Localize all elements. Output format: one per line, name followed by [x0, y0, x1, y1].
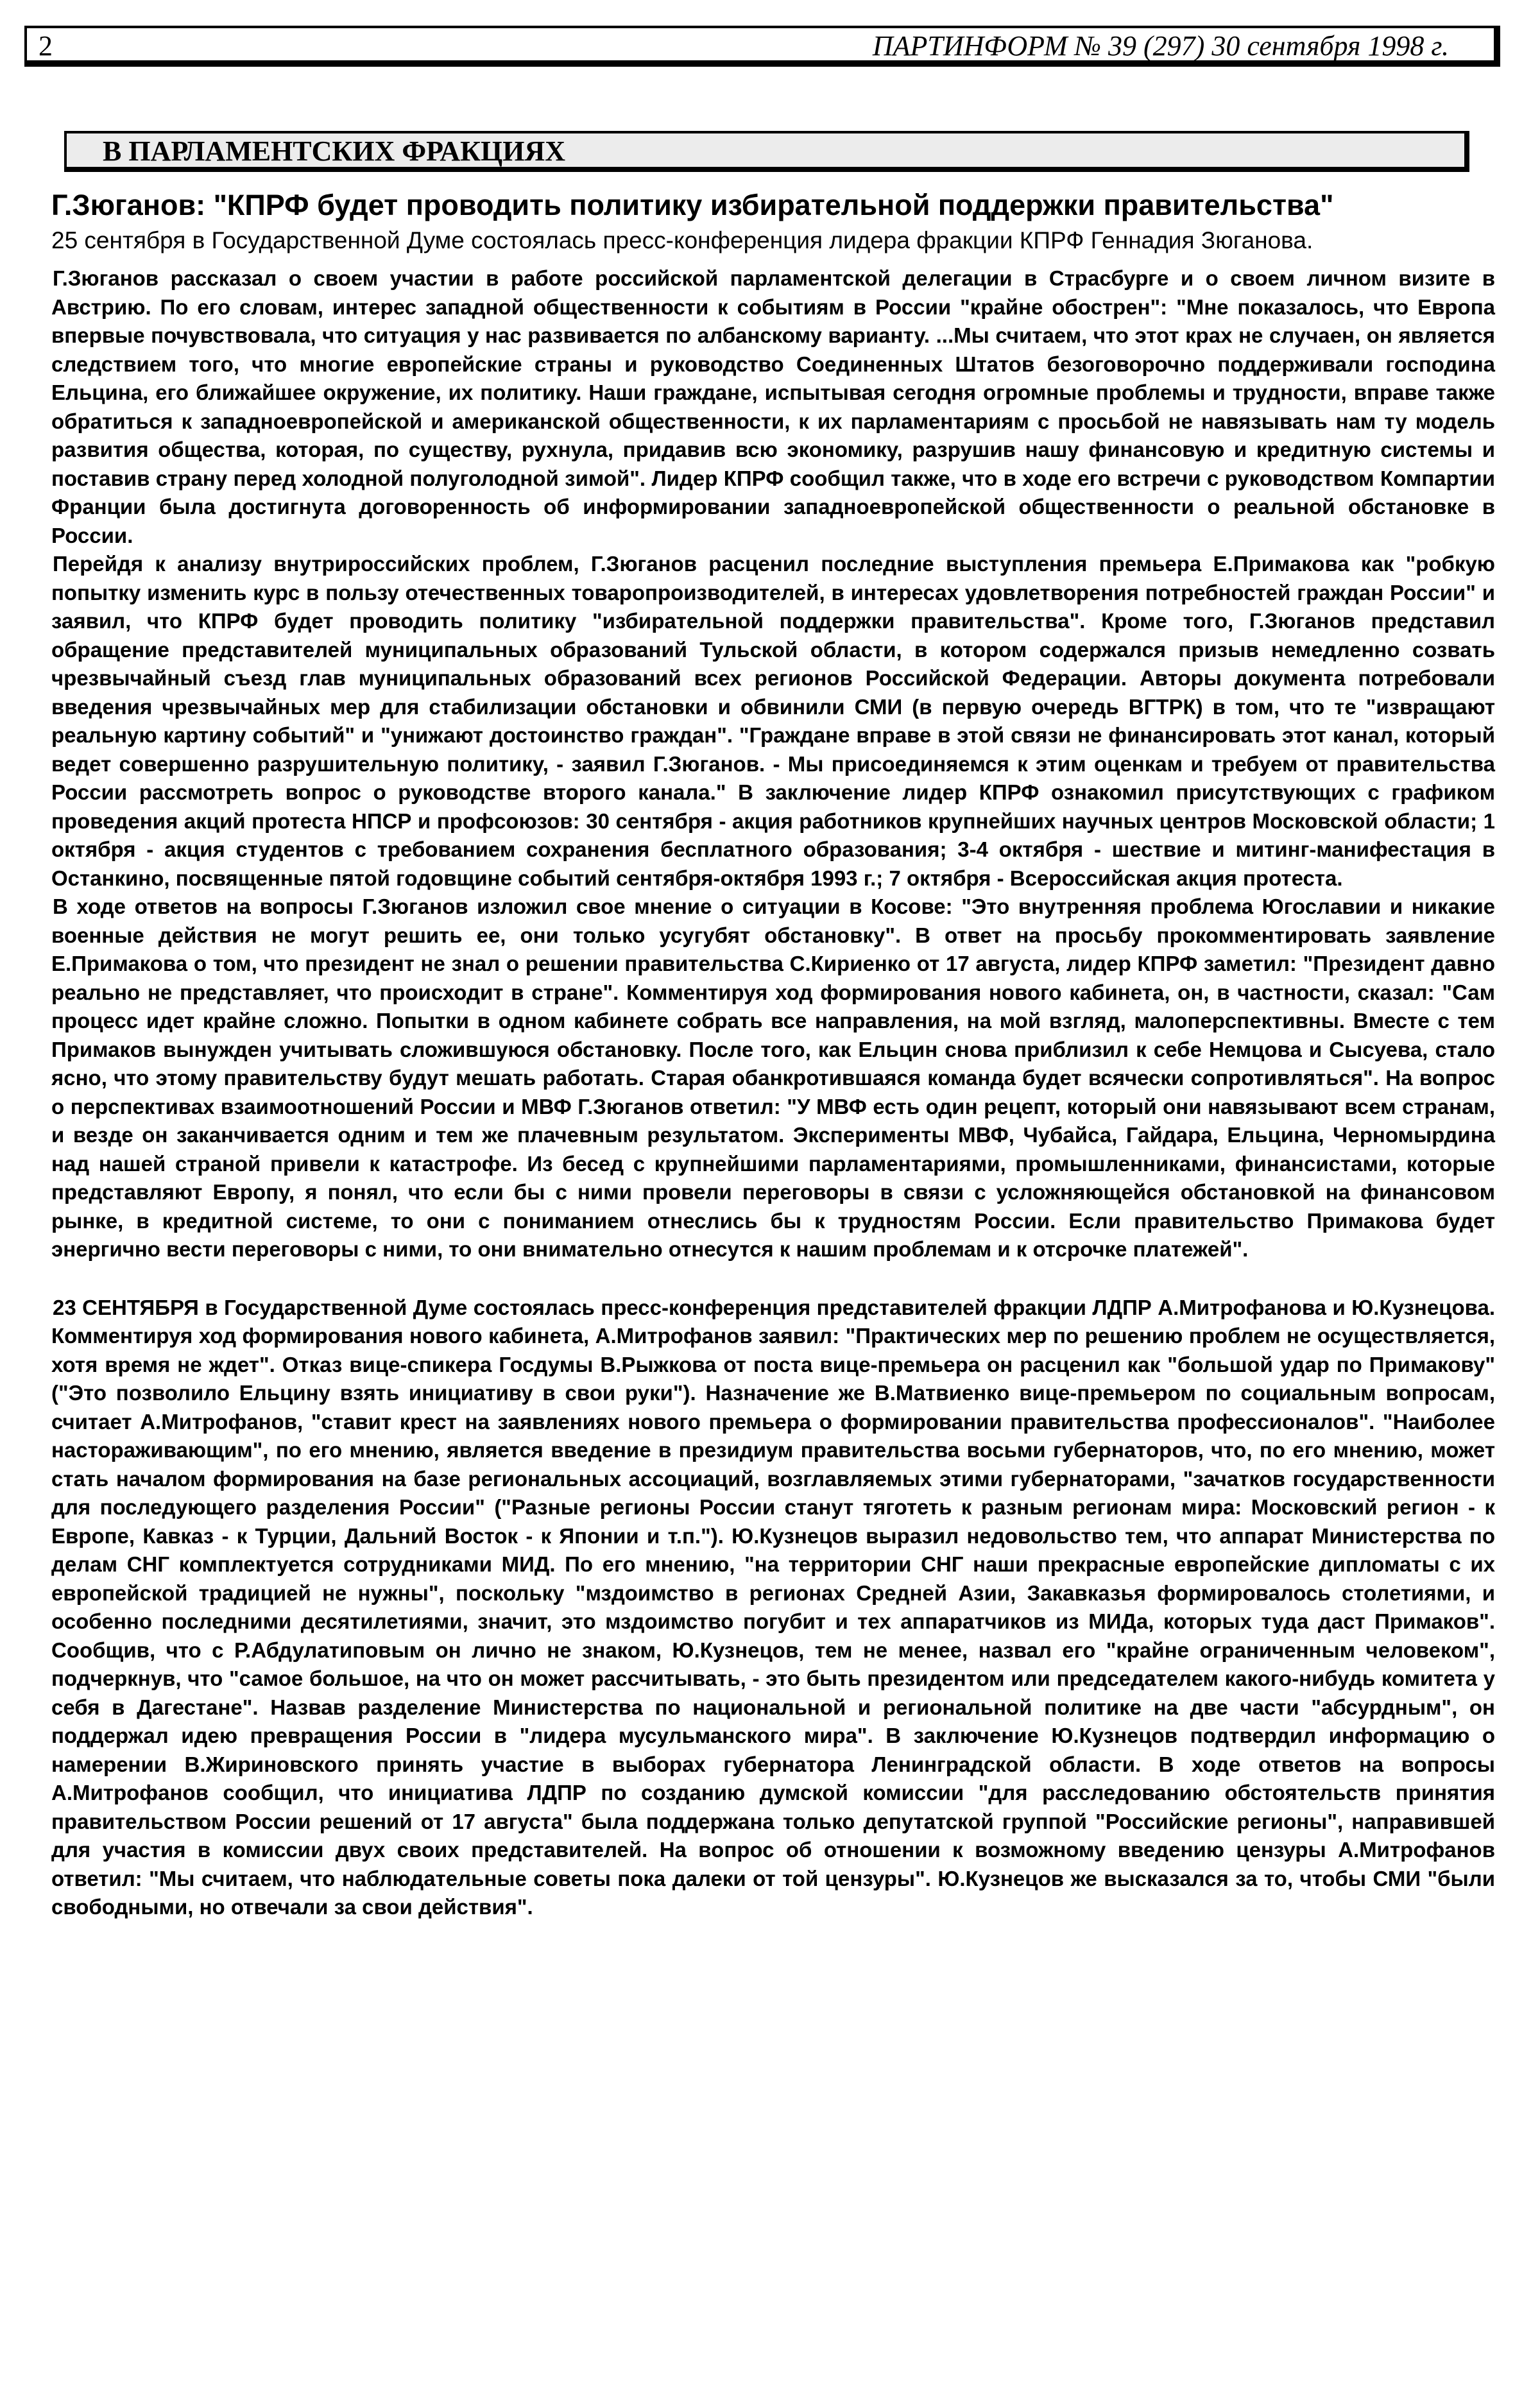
article-paragraph: Перейдя к анализу внутрироссийских проблем, Г.Зюганов расценил последние выступления премьера Е.Примакова как "робкую попытку изменить курс в пользу отечественных товаропроизводителей, в интересах удовлетворения потребностей граждан России" и заявил, что КПРФ будет проводить политику "избирательной поддержки правительства". Кроме того, Г.Зюганов представил обращение представителей муниципальных образований Тульской области, в котором содержался призыв немедленно созвать чрезвычайный съезд глав муниципальных образований всех регионов Российской Федерации. Авторы документа потребовали введения чрезвычайных мер для стабилизации обстановки и обвинили СМИ (в первую очередь ВГТРК) в том, что те "извращают реальную картину событий" и "унижают достоинство граждан". "Граждане вправе в этой связи не финансировать этот канал, который ведет совершенно разрушительную политику, - заявил Г.Зюганов. - Мы присоединяемся к этим оценкам и требуем от правительства России рассмотреть вопрос о руководстве второго канала." В заключение лидер КПРФ ознакомил присутствующих с графиком проведения акций протеста НПСР и профсоюзов: 30 сентября - акция работников крупнейших научных центров Московской области; 1 октября - акция студентов с требованием сохранения бесплатного образования; 3-4 октября - шествие и митинг-манифестация в Останкино, посвященные пятой годовщине событий сентября-октября 1993 г.; 7 октября - Всероссийская акция протеста.: [51, 552, 1495, 890]
article-separator: [51, 1264, 1495, 1294]
article-headline: Г.Зюганов: "КПРФ будет проводить политику избирательной поддержки правительства": [51, 189, 1334, 221]
article-lead: 25 сентября в Государственной Думе состоялась пресс-конференция лидера фракции КПРФ Геннадия Зюганова.: [51, 227, 1313, 253]
section-title: В ПАРЛАМЕНТСКИХ ФРАКЦИЯХ: [103, 135, 566, 167]
article-paragraph: 23 СЕНТЯБРЯ в Государственной Думе состоялась пресс-конференция представителей фракции ЛДПР А.Митрофанова и Ю.Кузнецова. Комментируя ход формирования нового кабинета, А.Митрофанов заявил: "Практических мер по решению проблем не осуществляется, хотя время не ждет". Отказ вице-спикера Госдумы В.Рыжкова от поста вице-премьера он расценил как "большой удар по Примакову" ("Это позволило Ельцину взять инициативу в свои руки"). Назначение же В.Матвиенко вице-премьером по социальным вопросам, считает А.Митрофанов, "ставит крест на заявлениях нового премьера о формировании правительства профессионалов". "Наиболее настораживающим", по его мнению, является введение в президиум правительства восьми губернаторов, что, по его мнению, может стать началом формирования на базе региональных ассоциаций, возглавляемых этими губернаторами, "зачатков государственности для последующего разделения России" ("Разные регионы России станут тяготеть к разным регионам мира: Московский регион - к Европе, Кавказ - к Турции, Дальний Восток - к Японии и т.п."). Ю.Кузнецов выразил недовольство тем, что аппарат Министерства по делам СНГ комплектуется сотрудниками МИД. По его мнению, "на территории СНГ наши прекрасные европейские дипломаты с их европейской традицией не нужны", поскольку "мздоимство в регионах Средней Азии, Закавказья формировалось столетиями, и особенно последними десятилетиями, значит, это мздоимство погубит и тех аппаратчиков из МИДа, которых туда даст Примаков". Сообщив, что с Р.Абдулатиповым он лично не знаком, Ю.Кузнецов, тем не менее, назвал его "крайне ограниченным человеком", подчеркнув, что "самое большое, на что он может рассчитывать, - это быть президентом или председателем какого-нибудь комитета у себя в Дагестане". Назвав разделение Министерства по национальной и региональной политике на две части "абсурдным", он поддержал идею превращения России в "лидера мусульманского мира". В заключение Ю.Кузнецов подтвердил информацию о намерении В.Жириновского принять участие в выборах губернатора Ленинградской области. В ходе ответов на вопросы А.Митрофанов сообщил, что инициатива ЛДПР по созданию думской комиссии "для расследованию обстоятельств принятия правительством России решений от 17 августа" была поддержана только депутатской группой "Российские регионы", направившей для участия в комиссии двух своих представителей. На вопрос об отношении к возможному введению цензуры А.Митрофанов ответил: "Мы считаем, что наблюдательные советы пока далеки от той цензуры". Ю.Кузнецов же высказался за то, чтобы СМИ "были свободными, но отвечали за свои действия".: [51, 1295, 1495, 1919]
issue-line: ПАРТИНФОРМ № 39 (297) 30 сентября 1998 г.: [872, 30, 1449, 62]
article-paragraph: Г.Зюганов рассказал о своем участии в работе российской парламентской делегации в Страсбурге и о своем личном визите в Австрию. По его словам, интерес западной общественности к событиям в России "крайне обострен": "Мне показалось, что Европа впервые почувствовала, что ситуация у нас развивается по албанскому варианту. ...Мы считаем, что этот крах не случаен, он является следствием того, что многие европейские страны и руководство Соединенных Штатов безоговорочно поддерживали господина Ельцина, его ближайшее окружение, их политику. Наши граждане, испытывая сегодня огромные проблемы и трудности, вправе также обратиться к западноевропейской и американской общественности, к их парламентариям с просьбой не навязывать нам ту модель развития общества, которая, по существу, рухнула, придавив всю экономику, разрушив нашу финансовую и кредитную системы и поставив страну перед холодной полуголодной зимой". Лидер КПРФ сообщил также, что в ходе его встречи с руководством Компартии Франции была достигнута договоренность об информировании западноевропейской общественности о реальной обстановке в России.: [51, 266, 1495, 547]
section-banner: [64, 131, 1469, 172]
article-body: [51, 187, 1495, 1922]
page-header: [24, 26, 1500, 67]
page-number: 2: [38, 30, 53, 62]
article-paragraph: В ходе ответов на вопросы Г.Зюганов изложил свое мнение о ситуации в Косове: "Это внутренняя проблема Югославии и никакие военные действия не могут решить ее, они только усугубят обстановку". В ответ на просьбу прокомментировать заявление Е.Примакова о том, что президент не знал о решении правительства С.Кириенко от 17 августа, лидер КПРФ заметил: "Президент давно реально не представляет, что происходит в стране". Комментируя ход формирования нового кабинета, он, в частности, сказал: "Сам процесс идет крайне сложно. Попытки в одном кабинете собрать все направления, на мой взгляд, малоперспективны. Вместе с тем Примаков вынужден учитывать сложившуюся обстановку. После того, как Ельцин снова приблизил к себе Немцова и Сысуева, стало ясно, что этому правительству будут мешать работать. Старая обанкротившаяся команда будет всячески сопротивляться". На вопрос о перспективах взаимоотношений России и МВФ Г.Зюганов ответил: "У МВФ есть один рецепт, который они навязывают всем странам, и везде он заканчивается одним и тем же плачевным результатом. Эксперименты МВФ, Чубайса, Гайдара, Ельцина, Черномырдина над нашей страной привели к катастрофе. Из бесед с крупнейшими парламентариями, промышленниками, финансистами, которые представляют Европу, я понял, что если бы с ними провели переговоры в связи с усложняющейся обстановкой на финансовом рынке, в кредитной системе, то они с пониманием отнеслись бы к трудностям России. Если правительство Примакова будет энергично вести переговоры с ними, то они внимательно отнесутся к нашим проблемам и к отсрочке платежей".: [51, 895, 1495, 1261]
